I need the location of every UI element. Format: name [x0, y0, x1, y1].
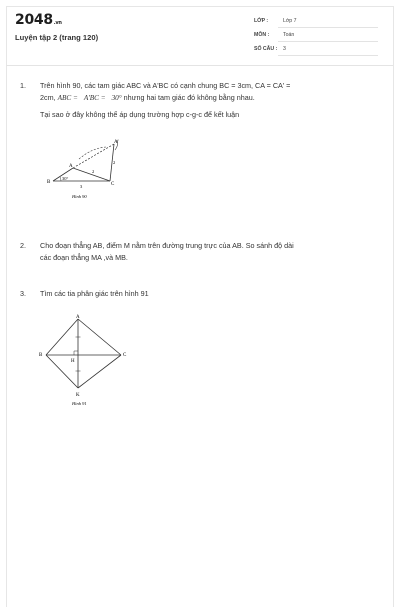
- label-c: C: [123, 353, 127, 358]
- class-value: Lớp 7: [283, 18, 297, 24]
- subject-label: MÔN :: [254, 32, 270, 38]
- label-bc: 3: [80, 184, 83, 189]
- label-a: A: [69, 164, 73, 169]
- label-ca-prime: 2: [113, 160, 116, 165]
- question-1: [20, 80, 380, 140]
- label-b: B: [39, 353, 43, 358]
- question-text: Tìm các tia phân giác trên hình 91: [40, 289, 149, 298]
- label-ca: 2: [92, 169, 95, 174]
- label-a-prime: A': [114, 140, 119, 145]
- site-logo[interactable]: 2048.vn: [15, 12, 62, 28]
- header-divider: [6, 65, 393, 66]
- question-number: 3.: [20, 289, 26, 298]
- label-h: H: [71, 359, 75, 364]
- page-title: Luyện tập 2 (trang 120): [15, 33, 99, 42]
- figure-caption: Hình 91: [72, 401, 87, 406]
- figure-91: [36, 310, 136, 410]
- figure-caption: Hình 90: [72, 194, 87, 199]
- question-count-label: SỐ CÂU :: [254, 46, 278, 52]
- question-text-line: 2cm, ABC = A'BC = 30° nhưng hai tam giác đó không bằng nhau.: [40, 93, 255, 103]
- question-text-line: Tại sao ở đây không thể áp dụng trường hợp c-g-c để kết luận: [40, 109, 240, 119]
- question-3: [20, 288, 380, 304]
- subject-value: Toán: [283, 32, 295, 38]
- question-text: Trên hình 90, các tam giác ABC và A'BC có cạnh chung BC = 3cm, CA = CA' =: [40, 81, 291, 90]
- class-field: [254, 18, 378, 30]
- figure-90: [40, 136, 140, 202]
- class-label: LỚP :: [254, 18, 269, 24]
- question-count-field: [254, 46, 378, 58]
- label-c: C: [111, 182, 115, 187]
- question-text: Cho đoạn thẳng AB, điểm M nằm trên đường trung trực của AB. So sánh độ dài: [40, 241, 294, 250]
- question-2: [20, 240, 380, 270]
- label-k: K: [76, 393, 80, 398]
- label-a: A: [76, 315, 80, 320]
- question-number: 2.: [20, 241, 26, 250]
- question-count-value: 3: [283, 46, 286, 52]
- label-angle: 30°: [62, 176, 69, 181]
- question-number: 1.: [20, 81, 26, 90]
- question-text-line: các đoạn thẳng MA ,và MB.: [40, 253, 128, 263]
- label-b: B: [47, 180, 51, 185]
- subject-field: [254, 32, 378, 44]
